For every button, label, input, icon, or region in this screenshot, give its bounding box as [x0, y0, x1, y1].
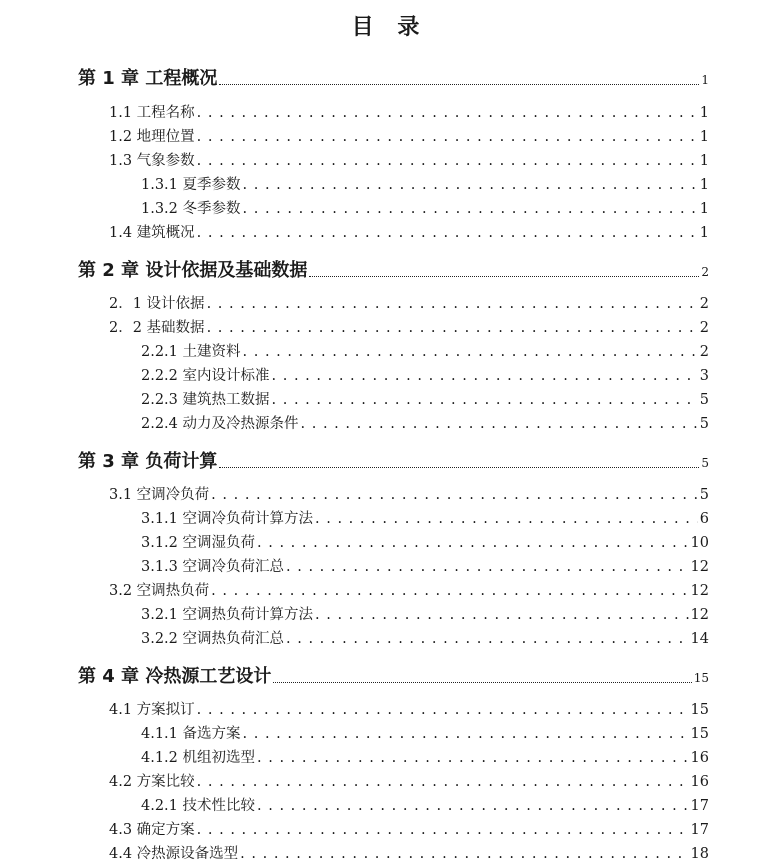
toc-entry-page: 1	[699, 225, 709, 241]
leader-dots	[273, 682, 691, 683]
leader-dots	[211, 487, 698, 503]
toc-title: 目 录	[351, 15, 428, 40]
toc-entry[interactable]	[109, 483, 709, 504]
toc-entry[interactable]	[141, 388, 709, 409]
toc-entry-label: 1.4 建筑概况	[109, 225, 195, 241]
leader-dots	[243, 726, 689, 742]
toc-entry[interactable]	[78, 256, 709, 282]
leader-dots	[211, 583, 688, 599]
leader-dots	[197, 702, 689, 718]
toc-entry[interactable]	[109, 221, 709, 242]
leader-dots	[197, 822, 689, 838]
leader-dots	[207, 320, 698, 336]
toc-entry-label: 2．2 基础数据	[109, 320, 205, 336]
toc-entry-label: 4.2 方案比较	[109, 774, 195, 790]
toc-entry[interactable]	[141, 412, 709, 433]
toc-entry[interactable]	[109, 292, 709, 313]
toc-entry-label: 3.1.1 空调冷负荷计算方法	[141, 511, 314, 527]
toc-entry-page: 2	[701, 265, 709, 279]
toc-entry-label: 3.1.3 空调冷负荷汇总	[141, 559, 285, 575]
toc-entry-page: 2	[699, 320, 709, 336]
toc-entry-page: 1	[699, 129, 709, 145]
toc-entry-label: 第 3 章 负荷计算	[78, 451, 218, 472]
toc-entry-page: 2	[699, 344, 709, 360]
toc-entry[interactable]	[141, 340, 709, 361]
toc-entry[interactable]	[78, 447, 709, 473]
toc-entry[interactable]	[141, 555, 709, 576]
toc-entry-page: 16	[690, 774, 709, 790]
toc-entry-label: 第 4 章 冷热源工艺设计	[78, 666, 272, 687]
toc-entry-label: 2.2.1 土建资料	[141, 344, 241, 360]
toc-entry-label: 3.1 空调冷负荷	[109, 487, 210, 503]
toc-entry-page: 2	[699, 296, 709, 312]
toc-entry-page: 15	[693, 671, 709, 685]
toc-entry-label: 1.3 气象参数	[109, 153, 195, 169]
leader-dots	[243, 201, 698, 217]
toc-entry-page: 5	[701, 456, 709, 470]
toc-entry-page: 12	[690, 607, 709, 623]
toc-entry-page: 16	[690, 750, 709, 766]
leader-dots	[315, 511, 698, 527]
toc-entry-label: 3.2.1 空调热负荷计算方法	[141, 607, 314, 623]
leader-dots	[197, 225, 698, 241]
toc-entry[interactable]	[141, 531, 709, 552]
toc-entry-page: 14	[690, 631, 709, 647]
toc-entry-label: 2．1 设计依据	[109, 296, 205, 312]
toc-entry-page: 10	[690, 535, 709, 551]
toc-entry[interactable]	[109, 101, 709, 122]
toc-entry[interactable]	[109, 316, 709, 337]
leader-dots	[197, 105, 698, 121]
toc-entry[interactable]	[109, 579, 709, 600]
toc-entry-label: 1.3.1 夏季参数	[141, 177, 241, 193]
toc-entry-label: 1.2 地理位置	[109, 129, 195, 145]
toc-entry-label: 4.3 确定方案	[109, 822, 195, 838]
toc-entry-label: 3.1.2 空调湿负荷	[141, 535, 256, 551]
toc-entry-label: 1.3.2 冬季参数	[141, 201, 241, 217]
toc-entry[interactable]	[109, 770, 709, 791]
leader-dots	[272, 392, 698, 408]
leader-dots	[272, 368, 698, 384]
toc-entry-page: 5	[699, 392, 709, 408]
toc-entry-page: 17	[690, 822, 709, 838]
leader-dots	[197, 129, 698, 145]
toc-entry-label: 2.2.4 动力及冷热源条件	[141, 416, 299, 432]
leader-dots	[257, 535, 689, 551]
toc-entry-label: 4.1.1 备选方案	[141, 726, 241, 742]
toc-entry-label: 2.2.3 建筑热工数据	[141, 392, 270, 408]
toc-entry[interactable]	[141, 364, 709, 385]
toc-entry[interactable]	[141, 197, 709, 218]
leader-dots	[315, 607, 689, 623]
toc-entry-page: 1	[701, 73, 709, 87]
leader-dots	[243, 344, 698, 360]
leader-dots	[309, 276, 699, 277]
toc-entry-label: 2.2.2 室内设计标准	[141, 368, 270, 384]
toc-entry-page: 5	[699, 487, 709, 503]
toc-entry[interactable]	[141, 627, 709, 648]
toc-entry-label: 3.2 空调热负荷	[109, 583, 210, 599]
toc-entry[interactable]	[109, 149, 709, 170]
toc-entry[interactable]	[141, 507, 709, 528]
toc-entry-page: 6	[699, 511, 709, 527]
toc-entry[interactable]	[141, 746, 709, 767]
toc-entry[interactable]	[109, 125, 709, 146]
leader-dots	[197, 153, 698, 169]
toc-entry-page: 1	[699, 177, 709, 193]
toc-entry-label: 第 2 章 设计依据及基础数据	[78, 260, 308, 281]
leader-dots	[219, 84, 699, 85]
toc-entry[interactable]	[78, 64, 709, 90]
toc-entry[interactable]	[141, 722, 709, 743]
leader-dots	[197, 774, 689, 790]
leader-dots	[240, 846, 688, 862]
toc-entry-page: 1	[699, 153, 709, 169]
toc-entry-page: 1	[699, 201, 709, 217]
toc-entry-page: 5	[699, 416, 709, 432]
toc-entry-label: 4.4 冷热源设备选型	[109, 846, 239, 862]
toc-entry-label: 4.1 方案拟订	[109, 702, 195, 718]
leader-dots	[301, 416, 698, 432]
toc-entry-label: 4.2.1 技术性比较	[141, 798, 256, 814]
leader-dots	[219, 467, 699, 468]
leader-dots	[257, 798, 689, 814]
toc-entry[interactable]	[141, 794, 709, 815]
toc-entry-label: 4.1.2 机组初选型	[141, 750, 256, 766]
toc-entry-page: 18	[690, 846, 709, 862]
toc-entry-page: 12	[690, 559, 709, 575]
toc-entry-page: 15	[690, 702, 709, 718]
toc-entry[interactable]	[141, 603, 709, 624]
leader-dots	[243, 177, 698, 193]
toc-entry-page: 1	[699, 105, 709, 121]
toc-entry[interactable]	[109, 842, 709, 863]
leader-dots	[286, 631, 689, 647]
leader-dots	[257, 750, 689, 766]
toc-entry-label: 第 1 章 工程概况	[78, 68, 218, 89]
toc-entry[interactable]	[109, 818, 709, 839]
toc-entry-label: 3.2.2 空调热负荷汇总	[141, 631, 285, 647]
leader-dots	[286, 559, 689, 575]
toc-entry-label: 1.1 工程名称	[109, 105, 195, 121]
toc-entry[interactable]	[78, 662, 709, 688]
toc-entry[interactable]	[109, 698, 709, 719]
toc-entry-page: 15	[690, 726, 709, 742]
leader-dots	[207, 296, 698, 312]
toc-entry[interactable]	[141, 173, 709, 194]
toc-entry-page: 3	[699, 368, 709, 384]
toc-entry-page: 12	[690, 583, 709, 599]
toc-entry-page: 17	[690, 798, 709, 814]
